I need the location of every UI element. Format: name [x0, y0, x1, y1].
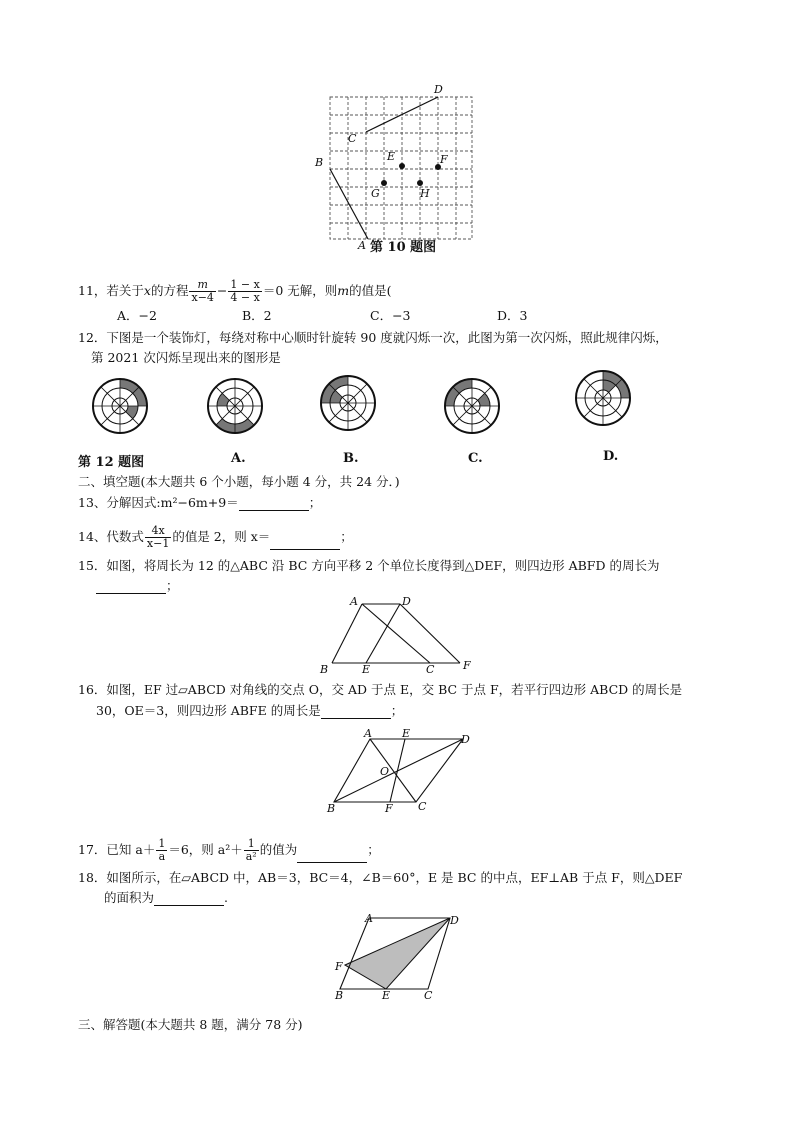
fraction-1-over-a: $\frac{1}{a}$: [158, 837, 166, 863]
q12-caption-d: D.: [603, 449, 619, 464]
q11-option-a: A．−2: [117, 308, 157, 323]
label-f: F: [385, 802, 393, 815]
figure-10-grid: [310, 85, 480, 255]
label-c: C: [348, 132, 357, 145]
fraction-4x-over-x-1: $\frac{4x}{x-1}$: [146, 524, 170, 550]
q12-lamp-figures: [80, 370, 640, 440]
label-d: D: [434, 83, 443, 96]
answer-blank-15[interactable]: [96, 581, 166, 594]
label-b: B: [327, 802, 336, 815]
label-d: D: [402, 595, 411, 608]
figure-18-parallelogram: [325, 910, 475, 1005]
question-16-line2: 30，OE＝3，则四边形 ABFE 的周长是 ；: [96, 703, 404, 718]
lamp-figure-1: [208, 379, 262, 433]
label-a: A: [365, 912, 373, 925]
question-14: 14、代数式 $\frac{4x}{x-1}$ 的值是 2，则 x＝ ；: [78, 524, 353, 550]
point-g: [381, 180, 387, 186]
label-d: D: [450, 914, 459, 927]
question-18-line2: 的面积为 .: [104, 890, 228, 905]
question-12-line2: 第 2021 次闪烁呈现出来的图形是: [91, 350, 281, 365]
label-f: F: [463, 659, 471, 672]
point-e: [399, 163, 405, 169]
figure-10-caption: 第 10 题图: [370, 240, 437, 255]
answer-blank-18[interactable]: [154, 893, 224, 906]
figure-16-parallelogram: [320, 727, 480, 817]
label-e: E: [382, 989, 391, 1002]
label-f: F: [440, 153, 448, 166]
question-11: 11，若关于x的方程 $\frac{m}{x-4}$ − $\frac{1 - x}{4 - x}$ ＝0 无解，则m的值是(: [78, 278, 392, 304]
section-2-heading: 二、填空题(本大题共 6 个小题，每小题 4 分，共 24 分．): [78, 474, 400, 489]
label-c: C: [426, 663, 435, 676]
fraction-1-x-over-4-x: $\frac{1 - x}{4 - x}$: [230, 278, 260, 304]
answer-blank-17[interactable]: [297, 850, 367, 863]
question-16-line1: 16．如图，EF 过▱ABCD 对角线的交点 O，交 AD 于点 E，交 BC 于点 F，若平行四边形 ABCD 的周长是: [78, 682, 683, 697]
question-15-line2: ；: [96, 578, 179, 594]
question-12-line1: 12．下图是一个装饰灯，每绕对称中心顺时针旋转 90 度就闪烁一次，此图为第一次闪烁，照此规律闪烁，: [78, 330, 668, 345]
label-a: A: [350, 595, 358, 608]
label-e: E: [387, 150, 396, 163]
section-3-heading: 三、解答题(本大题共 8 题，满分 78 分): [78, 1017, 303, 1032]
question-15-line1: 15．如图，将周长为 12 的△ABC 沿 BC 方向平移 2 个单位长度得到△DEF，则四边形 ABFD 的周长为: [78, 558, 660, 573]
fraction-1-over-a2: $\frac{1}{\text{a²}}$: [245, 837, 257, 863]
label-b: B: [320, 663, 329, 676]
label-f: F: [335, 960, 343, 973]
answer-blank-16[interactable]: [321, 706, 391, 719]
question-18-line1: 18．如图所示，在▱ABCD 中，AB＝3，BC＝4，∠B＝60°，E 是 BC 的中点，EF⊥AB 于点 F，则△DEF: [78, 870, 683, 885]
lamp-figure-2: [321, 376, 375, 430]
label-c: C: [418, 800, 427, 813]
label-a: A: [358, 239, 366, 252]
label-e: E: [402, 727, 411, 740]
q12-caption-a: A.: [231, 451, 246, 466]
q12-caption-c: C.: [468, 451, 483, 466]
label-c: C: [424, 989, 433, 1002]
label-d: D: [461, 733, 470, 746]
answer-blank-14[interactable]: [270, 537, 340, 550]
label-b: B: [335, 989, 344, 1002]
label-g: G: [371, 187, 380, 200]
label-h: H: [420, 187, 430, 200]
triangle-def: [345, 918, 450, 989]
question-13: 13、分解因式:m²−6m+9＝ ；: [78, 495, 322, 510]
figure-15-translation: [315, 593, 475, 678]
q11-option-b: B．2: [242, 308, 272, 323]
label-a: A: [364, 727, 372, 740]
answer-blank-13[interactable]: [239, 498, 309, 511]
question-17: 17．已知 a＋ $\frac{1}{a}$ ＝6，则 a²＋ $\frac{1}{\text{a²}}$ 的值为 ；: [78, 837, 380, 863]
q11-option-d: D．3: [497, 308, 528, 323]
label-b: B: [315, 156, 324, 169]
lamp-figure-0: [93, 379, 147, 433]
lamp-figure-3: [445, 379, 499, 433]
label-e: E: [362, 663, 371, 676]
fraction-m-over-x-4: $\frac{m}{x-4}$: [191, 278, 214, 304]
q12-caption-figure: 第 12 题图: [78, 455, 145, 470]
point-h: [417, 180, 423, 186]
q12-caption-b: B.: [343, 451, 359, 466]
lamp-figure-4: [576, 371, 630, 425]
segment-ab: [330, 169, 368, 239]
label-o: O: [380, 765, 390, 778]
q11-option-c: C．−3: [370, 308, 411, 323]
